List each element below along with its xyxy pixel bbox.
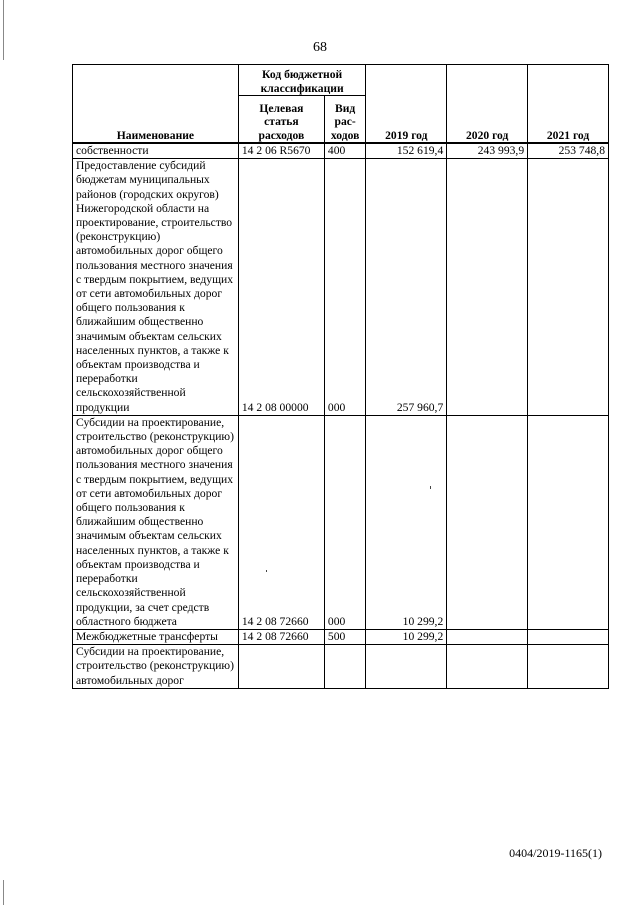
row-2019: 257 960,7 bbox=[366, 159, 447, 416]
header-expense-type: Вид рас-ходов bbox=[324, 96, 365, 144]
row-name: Предоставление субсидий бюджетам муниципальных районов (городских округов) Нижегородской области на проектирование, строительство (реконструкцию) автомобильных дорог общего пользования местного значения с твердым покрытием, ведущих от сети автомобильных дорог общего пользования к ближайшим общественно значимым объектам сельских населенных пунктов, а также к объектам производства и переработки сельскохозяйственной продукции bbox=[73, 159, 239, 416]
row-2020 bbox=[447, 645, 528, 689]
header-name: Наименование bbox=[73, 65, 239, 144]
header-code-group: Код бюджетной классификации bbox=[238, 65, 366, 96]
row-2020 bbox=[447, 159, 528, 416]
row-2019: 152 619,4 bbox=[366, 143, 447, 159]
row-2020 bbox=[447, 415, 528, 629]
row-2020: 243 993,9 bbox=[447, 143, 528, 159]
row-2019: 10 299,2 bbox=[366, 629, 447, 644]
row-code: 14 2 08 72660 bbox=[238, 415, 324, 629]
row-name: Субсидии на проектирование, строительство (реконструкцию) автомобильных дорог общего пользования местного значения с твердым покрытием, ведущих от сети автомобильных дорог общего пользования к ближайшим общественно значимым объектам сельских населенных пунктов, а также к объектам производства и переработки сельскохозяйственной продукции, за счет средств областного бюджета bbox=[73, 415, 239, 629]
budget-table bbox=[72, 64, 609, 689]
row-code: 14 2 08 00000 bbox=[238, 159, 324, 416]
document-number: 0404/2019-1165(1) bbox=[509, 846, 602, 860]
table-row bbox=[73, 415, 609, 629]
row-2019 bbox=[366, 645, 447, 689]
row-expense-type: 400 bbox=[324, 143, 365, 159]
scan-speck bbox=[266, 570, 267, 572]
row-expense-type: 000 bbox=[324, 415, 365, 629]
row-name: Субсидии на проектирование, строительство (реконструкцию) автомобильных дорог bbox=[73, 645, 239, 689]
row-expense-type: 000 bbox=[324, 159, 365, 416]
row-name: собственности bbox=[73, 143, 239, 159]
header-2019: 2019 год bbox=[366, 65, 447, 144]
row-expense-type: 500 bbox=[324, 629, 365, 644]
row-2021 bbox=[528, 629, 609, 644]
row-2021: 253 748,8 bbox=[528, 143, 609, 159]
table-header-row bbox=[73, 65, 609, 96]
row-expense-type bbox=[324, 645, 365, 689]
table-row bbox=[73, 629, 609, 644]
table-row bbox=[73, 159, 609, 416]
header-2020: 2020 год bbox=[447, 65, 528, 144]
page-number: 68 bbox=[313, 40, 327, 55]
row-2019: 10 299,2 bbox=[366, 415, 447, 629]
scan-edge-mark bbox=[3, 880, 4, 905]
row-2021 bbox=[528, 159, 609, 416]
row-name: Межбюджетные трансферты bbox=[73, 629, 239, 644]
table-row bbox=[73, 645, 609, 689]
header-target-article: Целевая статья расходов bbox=[238, 96, 324, 144]
row-code: 14 2 06 R5670 bbox=[238, 143, 324, 159]
row-code bbox=[238, 645, 324, 689]
scan-speck bbox=[430, 486, 431, 489]
row-code: 14 2 08 72660 bbox=[238, 629, 324, 644]
row-2021 bbox=[528, 415, 609, 629]
header-2021: 2021 год bbox=[528, 65, 609, 144]
row-2020 bbox=[447, 629, 528, 644]
table-row bbox=[73, 143, 609, 159]
row-2021 bbox=[528, 645, 609, 689]
